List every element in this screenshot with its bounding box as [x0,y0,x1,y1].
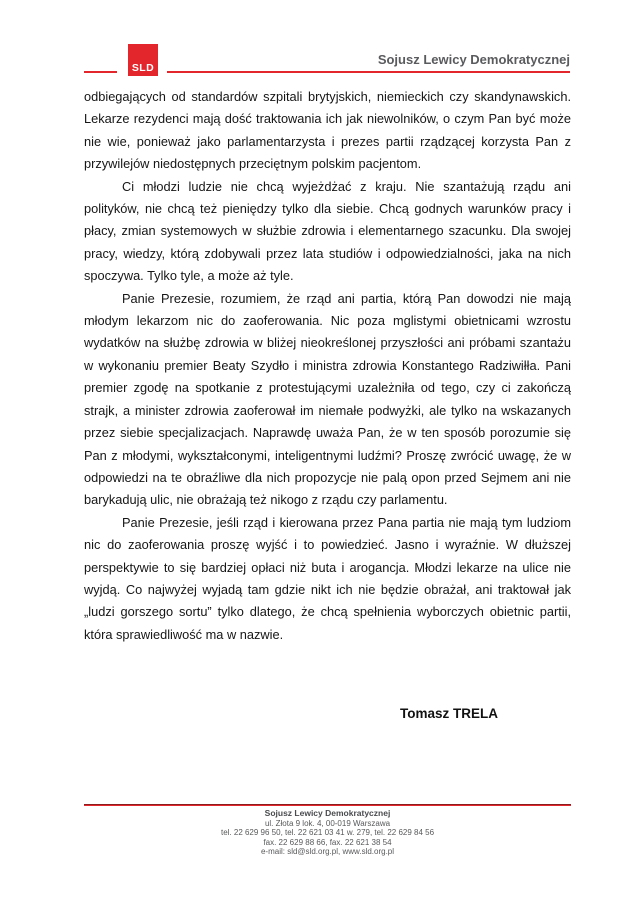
footer-address: ul. Złota 9 lok. 4, 00-019 Warszawa [264,818,391,828]
header-rule-left [84,71,117,73]
paragraph: odbiegających od standardów szpitali brytyjskich, niemieckich czy skandynawskich. Lekarze rezydenci mają dość traktowania ich jak niewolników, o czym Pan być może nie wie, ponieważ jako parlamentarzysta i prezes partii rządzącej korzysta Pan z przywilejów niedostępnych przeciętnym polskim pacjentom. [84,89,571,172]
paragraph: Ci młodzi ludzie nie chcą wyjeżdżać z kraju. Nie szantażują rządu ani polityków, nie chcą też pieniędzy tylko dla siebie. Chcą godnych warunków pracy i płacy, zmian systemowych w służbie zdrowia i elementarnego szacunku. Dla swojej pracy, wiedzy, którą zdobywali przez lata studiów i odpowiedzialności, jaka na nich spoczywa. Tylko tyle, a może aż tyle. [84,178,571,284]
header-rule [167,71,570,73]
paragraph: Panie Prezesie, rozumiem, że rząd ani partia, którą Pan dowodzi nie mają młodym lekarzom nic do zaoferowania. Nic poza mglistymi obietnicami wzrostu wydatków na służbę zdrowia w bliżej nieokreślonej przyszłości ani próbami szantażu w wykonaniu premier Beaty Szydło i ministra zdrowia Konstantego Radziwiłła. Pani premier zgodę na spotkanie z protestującymi uzależniła od tego, czy ci zakończą strajk, a minister zdrowia zaoferował im niemałe podwyżki, ale tylko na wskazanych przez siebie specjalizacjach. Naprawdę uważa Pan, że w ten sposób porozumie się Pan z młodymi, wykształconymi, inteligentnymi ludźmi? Proszę zwrócić uwagę, że w odpowiedzi na te obraźliwe dla nich propozycje nie palą opon przed Sejmem ani nie barykadują ulic, nie obrażają też nikogo z rządu czy parlamentu. [84,290,571,508]
footer-email-web: e-mail: sld@sld.org.pl, www.sld.org.pl [260,847,395,857]
sld-logo-text: SLD [131,61,155,74]
footer-fax: fax. 22 629 88 66, fax. 22 621 38 54 [263,837,392,847]
footer-phones: tel. 22 629 96 50, tel. 22 621 03 41 w. 279, tel. 22 629 84 56 [220,828,435,838]
footer-rule [84,804,571,806]
signature-name: Tomasz TRELA [400,706,499,721]
header-org-name: Sojusz Lewicy Demokratycznej [377,52,570,67]
paragraph: Panie Prezesie, jeśli rząd i kierowana przez Pana partia nie mają tym ludziom nic do zaoferowania proszę wyjść i to powiedzieć. Jasno i wyraźnie. W dłuższej perspektywie to się bardziej opłaci niż buta i arogancja. Młodzi lekarze na ulice nie wyjdą. Co najwyżej wyjadą tam gdzie nikt ich nie będzie obrażał, ani traktował jak „ludzi gorszego sortu” tylko dlatego, że chcą spełnienia wyborczych obietnic partii, która sprawiedliwość ma w nazwie. [84,514,571,642]
footer-org-name: Sojusz Lewicy Demokratycznej [264,808,391,818]
footer [84,809,571,857]
sld-logo [128,44,158,76]
letter-body [84,86,571,646]
